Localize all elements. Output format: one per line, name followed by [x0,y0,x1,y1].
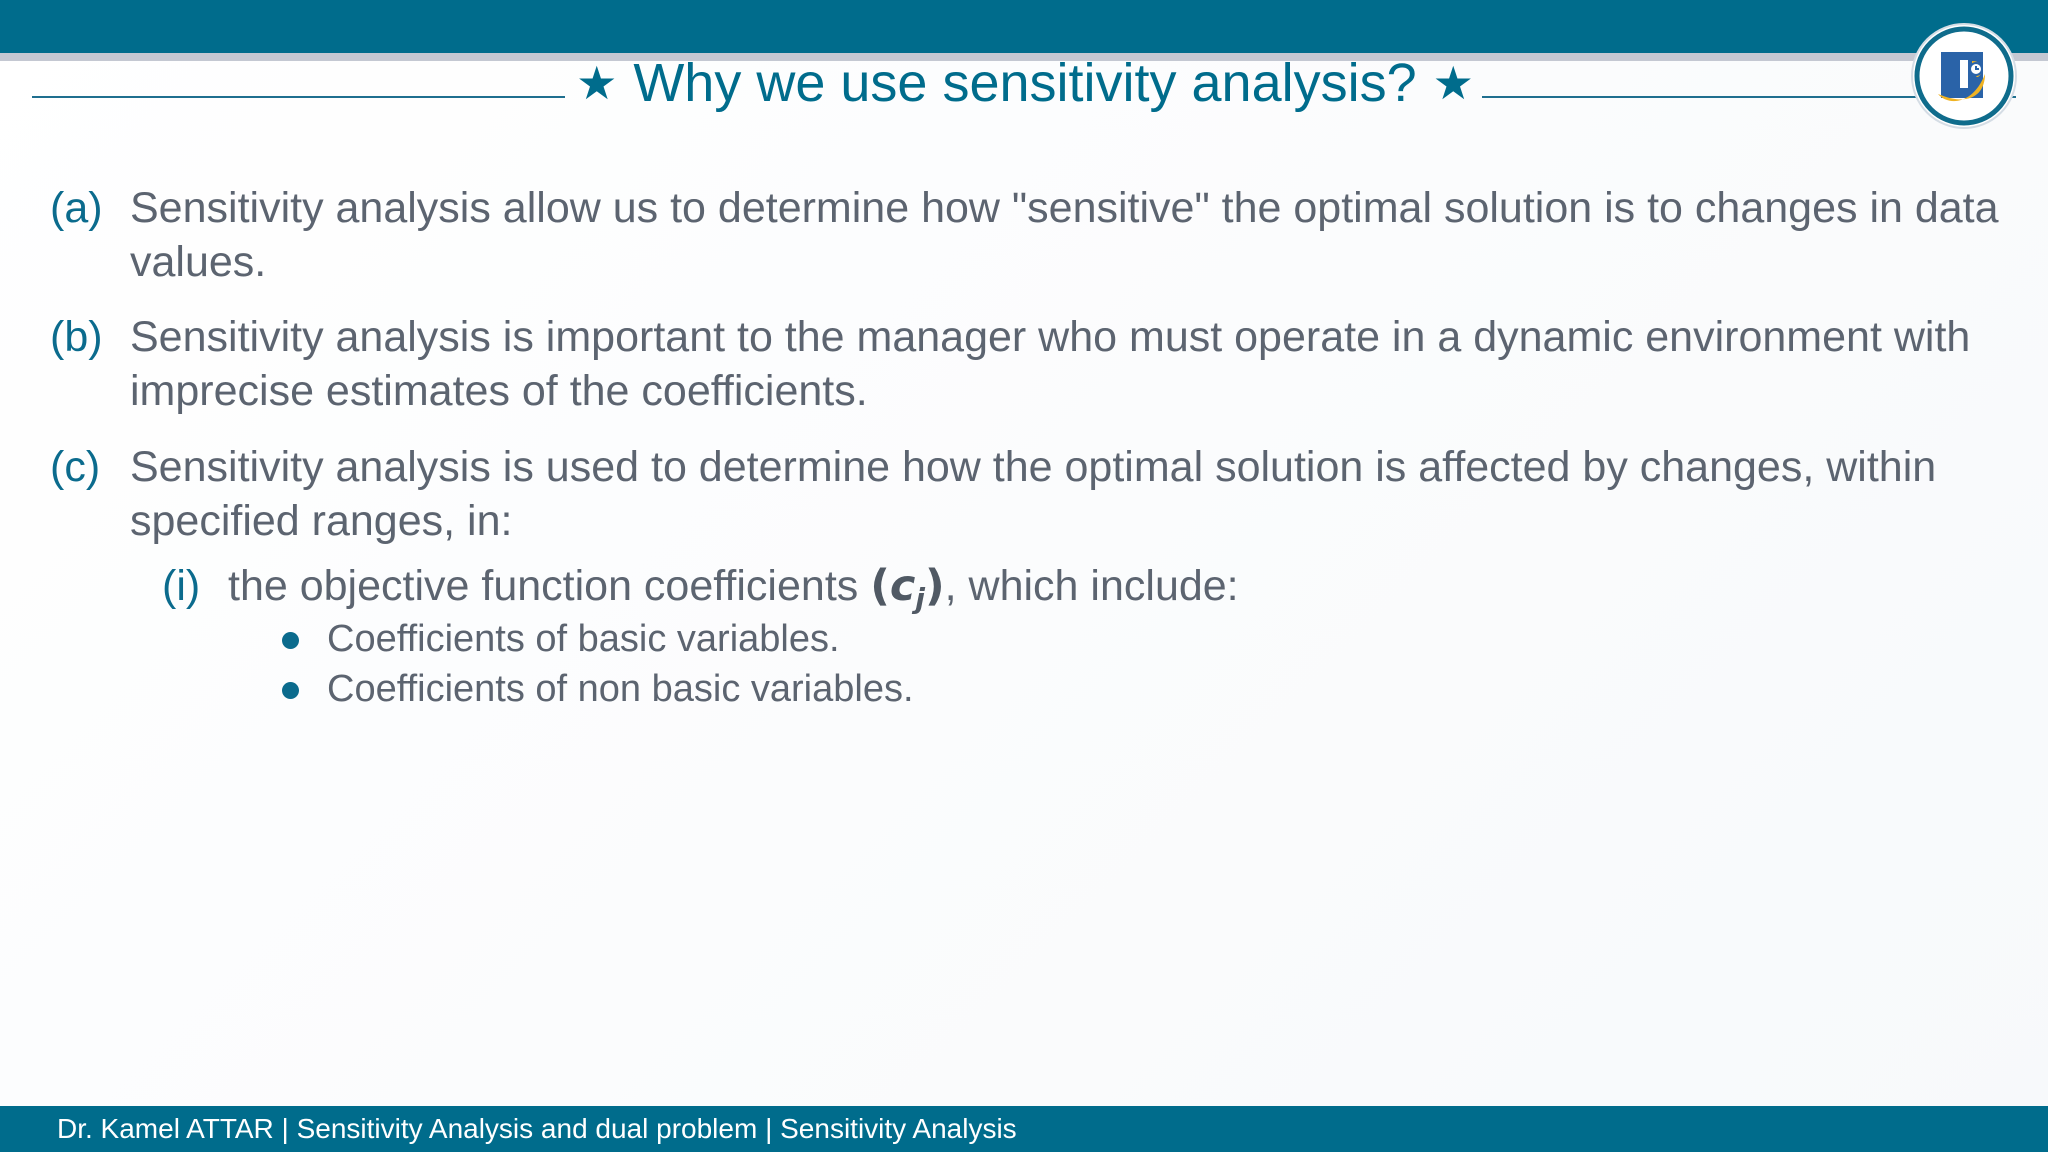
footer-text: Dr. Kamel ATTAR | Sensitivity Analysis and dual problem | Sensitivity Analysis [57,1113,1017,1144]
bullet-item [282,615,1882,663]
list-label: (a) [50,184,103,232]
math-variable: c [889,561,916,611]
bullet-icon [282,632,299,649]
sub-list-text-after: , which include: [944,562,1239,610]
list-text: Sensitivity analysis allow us to determine how "sensitive" the optimal solution is to changes in data values. [130,184,1999,286]
list-text: Sensitivity analysis is important to the manager who must operate in a dynamic environment with imprecise estimates of the coefficients. [130,313,1971,415]
star-icon: ★ [1432,56,1474,110]
star-icon: ★ [576,56,618,110]
bullet-item [282,665,1882,713]
list-item-c [50,440,2020,548]
title-text: Why we use sensitivity analysis? [633,53,1417,113]
math-open-paren: ( [870,561,890,611]
bullet-text: Coefficients of basic variables. [327,618,840,660]
list-item-b [50,310,2020,418]
math-subscript: j [915,582,925,615]
sub-list-label: (i) [162,562,201,610]
sub-list-text-before: the objective function coefficients [228,562,859,610]
bullet-text: Coefficients of non basic variables. [327,668,914,710]
footer-bar [0,1106,2048,1152]
math-close-paren: ) [924,561,945,611]
bullet-icon [282,682,299,699]
list-label: (b) [50,313,103,361]
list-label: (c) [50,443,101,491]
coefficient-symbol [870,561,945,615]
list-item-a [50,181,2020,289]
list-text: Sensitivity analysis is used to determine how the optimal solution is affected by changes, within specified ranges, in: [130,443,1937,545]
